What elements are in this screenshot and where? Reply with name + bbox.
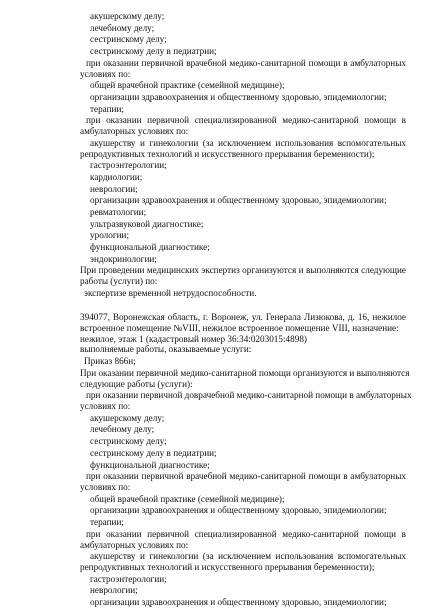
- text-line: урологии;: [90, 230, 129, 241]
- text-line: условиях по:: [80, 401, 131, 412]
- address-line: встроенное помещение №VIII, нежилое встроенное помещение VIII, назначение:: [80, 322, 399, 333]
- text-line: сестринскому делу в педиатрии;: [90, 46, 217, 57]
- text-line: общей врачебной практике (семейной медицине);: [90, 80, 285, 91]
- text-line: при оказании первичной врачебной медико-санитарной помощи в амбулаторных: [86, 57, 406, 68]
- text-line: организации здравоохранения и общественному здоровью, эпидемиологии;: [90, 505, 387, 516]
- text-line: неврологии;: [90, 183, 138, 194]
- text-line: лечебному делу;: [90, 22, 155, 33]
- text-line: работы (услуги) по:: [80, 276, 158, 287]
- text-line: ревматологии;: [90, 206, 147, 217]
- text-line: при оказании первичной специализированной медико-санитарной помощи в: [86, 115, 406, 126]
- text-line: неврологии;: [90, 585, 138, 596]
- text-line: При проведении медицинских экспертиз организуются и выполняются следующие: [80, 265, 406, 276]
- text-line: Приказ 866н;: [84, 356, 136, 367]
- text-line: функциональной диагностике;: [90, 242, 210, 252]
- text-line: при оказании первичной врачебной медико-санитарной помощи в амбулаторных: [86, 471, 406, 482]
- text-line: организации здравоохранения и общественному здоровью, эпидемиологии;: [90, 91, 387, 102]
- text-line: терапии;: [90, 517, 124, 527]
- text-line: акушерству и гинекологии (за исключением использования вспомогательных: [90, 551, 406, 562]
- text-line: эндокринологии;: [90, 253, 157, 264]
- text-line: амбулаторных условиях по:: [80, 539, 189, 550]
- text-line: акушерству и гинекологии (за исключением использования вспомогательных: [90, 137, 406, 148]
- text-line: сестринскому делу;: [90, 34, 167, 45]
- text-line: выполняемые работы, оказываемые услуги:: [80, 344, 252, 355]
- text-line: амбулаторных условиях по:: [80, 126, 189, 136]
- text-line: терапии;: [90, 103, 124, 114]
- text-line: условиях по:: [80, 482, 131, 492]
- text-line: при оказании первичной специализированной медико-санитарной помощи в: [86, 528, 406, 539]
- text-line: репродуктивных технологий и искусственного прерывания беременности);: [80, 148, 375, 159]
- text-line: гастроэнтерологии;: [90, 160, 167, 171]
- address-line: 394077, Воронежская область, г. Воронеж, ул. Генерала Лизюкова, д. 16, нежилое: [80, 312, 406, 323]
- text-line: организации здравоохранения и общественному здоровью, эпидемиологии;: [90, 195, 387, 206]
- text-line: при оказании первичной доврачебной медико-санитарной помощи в амбулаторных: [86, 390, 412, 401]
- text-line: гастроэнтерологии;: [90, 573, 167, 584]
- text-line: кардиологии;: [90, 171, 143, 182]
- text-line: организации здравоохранения и общественному здоровью, эпидемиологии;: [90, 597, 387, 607]
- text-line: лечебному делу;: [90, 424, 155, 435]
- text-line: репродуктивных технологий и искусственного прерывания беременности);: [80, 561, 375, 572]
- text-line: следующие работы (услуги):: [80, 378, 193, 389]
- text-line: акушерскому делу;: [90, 412, 165, 423]
- text-line: сестринскому делу в педиатрии;: [90, 447, 217, 458]
- text-line: акушерскому делу;: [90, 11, 165, 21]
- text-line: экспертизе временной нетрудоспособности.: [84, 287, 257, 298]
- text-line: функциональной диагностике;: [90, 459, 210, 470]
- text-line: общей врачебной практике (семейной медицине);: [90, 493, 285, 504]
- address-line: нежилое, этаж 1 (кадастровый номер 36:34:0203015:4898): [80, 333, 307, 344]
- text-line: сестринскому делу;: [90, 436, 167, 447]
- text-line: ультразвуковой диагностике;: [90, 218, 204, 229]
- text-line: условиях по:: [80, 68, 131, 79]
- text-line: При оказании первичной медико-санитарной помощи организуются и выполняются: [80, 367, 410, 378]
